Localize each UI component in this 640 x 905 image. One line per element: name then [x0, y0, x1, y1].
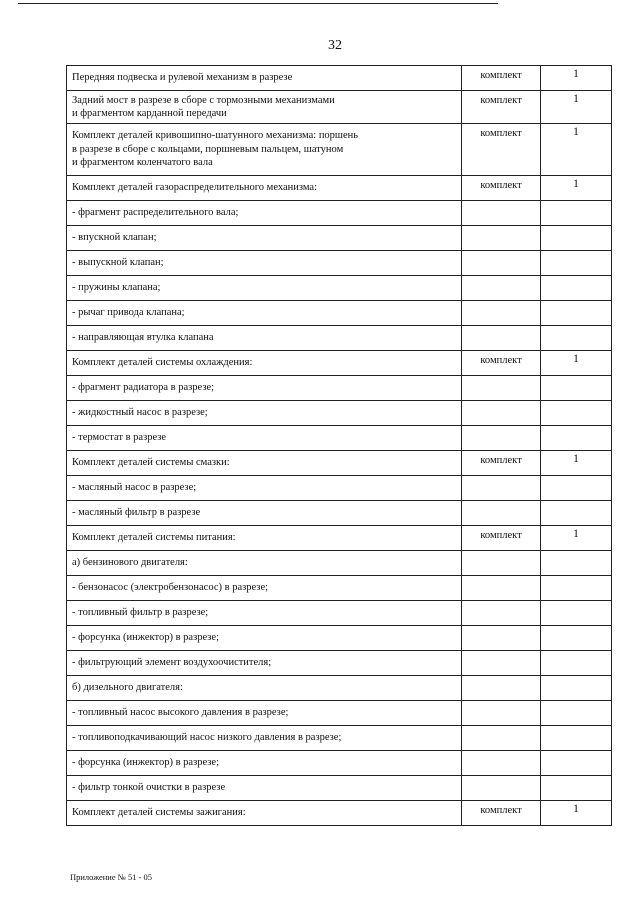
item-unit-cell	[462, 751, 541, 776]
item-quantity-cell: 1	[541, 351, 612, 376]
item-name-cell: - фрагмент радиатора в разрезе;	[67, 376, 462, 401]
item-name-cell: - бензонасос (электробензонасос) в разрезе;	[67, 576, 462, 601]
table-row	[67, 124, 612, 176]
item-quantity-cell	[541, 501, 612, 526]
item-name-cell: - термостат в разрезе	[67, 426, 462, 451]
item-name-cell: - выпускной клапан;	[67, 251, 462, 276]
item-unit-cell: комплект	[462, 124, 541, 176]
item-quantity-cell	[541, 676, 612, 701]
item-quantity-cell: 1	[541, 176, 612, 201]
item-unit-cell: комплект	[462, 351, 541, 376]
item-unit-cell	[462, 651, 541, 676]
item-name-cell: - фрагмент распределительного вала;	[67, 201, 462, 226]
footer-appendix-label: Приложение № 51 - 05	[70, 872, 153, 882]
item-quantity-cell	[541, 426, 612, 451]
top-rule	[18, 3, 498, 4]
item-unit-cell	[462, 251, 541, 276]
table-row	[67, 66, 612, 91]
item-unit-cell	[462, 301, 541, 326]
table-row	[67, 91, 612, 124]
item-unit-cell	[462, 476, 541, 501]
item-name-cell: - топливоподкачивающий насос низкого давления в разрезе;	[67, 726, 462, 751]
item-unit-cell: комплект	[462, 801, 541, 826]
item-name-cell: - топливный фильтр в разрезе;	[67, 601, 462, 626]
item-unit-cell: комплект	[462, 66, 541, 91]
item-quantity-cell	[541, 376, 612, 401]
item-unit-cell	[462, 401, 541, 426]
item-unit-cell	[462, 276, 541, 301]
item-unit-cell	[462, 701, 541, 726]
equipment-table	[66, 65, 612, 826]
item-quantity-cell	[541, 401, 612, 426]
item-quantity-cell: 1	[541, 801, 612, 826]
item-unit-cell	[462, 626, 541, 651]
item-name-cell: Комплект деталей системы смазки:	[67, 451, 462, 476]
table-row	[67, 576, 612, 601]
item-unit-cell: комплект	[462, 176, 541, 201]
item-name-cell: - топливный насос высокого давления в разрезе;	[67, 701, 462, 726]
item-quantity-cell	[541, 701, 612, 726]
item-name-cell: - впускной клапан;	[67, 226, 462, 251]
item-unit-cell: комплект	[462, 451, 541, 476]
item-quantity-cell: 1	[541, 124, 612, 176]
item-unit-cell: комплект	[462, 526, 541, 551]
table-row	[67, 351, 612, 376]
item-unit-cell	[462, 576, 541, 601]
table-row	[67, 251, 612, 276]
item-quantity-cell	[541, 726, 612, 751]
item-quantity-cell	[541, 301, 612, 326]
equipment-table-body	[67, 66, 612, 826]
item-quantity-cell: 1	[541, 451, 612, 476]
item-name-cell: Комплект деталей системы зажигания:	[67, 801, 462, 826]
table-row	[67, 501, 612, 526]
item-name-cell: а) бензинового двигателя:	[67, 551, 462, 576]
item-unit-cell	[462, 426, 541, 451]
table-row	[67, 751, 612, 776]
table-row	[67, 801, 612, 826]
table-row	[67, 401, 612, 426]
page-number: 32	[328, 38, 342, 53]
item-name-cell: - форсунка (инжектор) в разрезе;	[67, 626, 462, 651]
table-row	[67, 301, 612, 326]
table-row	[67, 326, 612, 351]
item-name-cell: Комплект деталей системы охлаждения:	[67, 351, 462, 376]
item-quantity-cell	[541, 276, 612, 301]
table-row	[67, 601, 612, 626]
table-row	[67, 376, 612, 401]
item-name-cell: - форсунка (инжектор) в разрезе;	[67, 751, 462, 776]
item-unit-cell	[462, 226, 541, 251]
item-name-cell: Передняя подвеска и рулевой механизм в разрезе	[67, 66, 462, 91]
item-quantity-cell	[541, 551, 612, 576]
item-quantity-cell: 1	[541, 91, 612, 124]
item-quantity-cell	[541, 201, 612, 226]
item-quantity-cell	[541, 326, 612, 351]
item-quantity-cell	[541, 776, 612, 801]
item-unit-cell	[462, 551, 541, 576]
table-row	[67, 476, 612, 501]
item-quantity-cell	[541, 476, 612, 501]
item-name-cell: - жидкостный насос в разрезе;	[67, 401, 462, 426]
table-row	[67, 676, 612, 701]
table-row	[67, 626, 612, 651]
item-unit-cell	[462, 776, 541, 801]
item-name-cell: Комплект деталей системы питания:	[67, 526, 462, 551]
item-name-cell: - масляный насос в разрезе;	[67, 476, 462, 501]
table-row	[67, 276, 612, 301]
item-quantity-cell: 1	[541, 526, 612, 551]
table-row	[67, 651, 612, 676]
item-unit-cell	[462, 726, 541, 751]
table-row	[67, 176, 612, 201]
item-unit-cell: комплект	[462, 91, 541, 124]
item-unit-cell	[462, 376, 541, 401]
item-unit-cell	[462, 326, 541, 351]
item-name-cell: - рычаг привода клапана;	[67, 301, 462, 326]
item-quantity-cell	[541, 601, 612, 626]
table-row	[67, 701, 612, 726]
item-quantity-cell	[541, 751, 612, 776]
item-quantity-cell	[541, 576, 612, 601]
item-name-cell: - пружины клапана;	[67, 276, 462, 301]
item-quantity-cell	[541, 251, 612, 276]
table-row	[67, 426, 612, 451]
table-row	[67, 551, 612, 576]
item-quantity-cell: 1	[541, 66, 612, 91]
item-unit-cell	[462, 201, 541, 226]
item-name-cell: - направляющая втулка клапана	[67, 326, 462, 351]
item-unit-cell	[462, 501, 541, 526]
table-row	[67, 451, 612, 476]
item-quantity-cell	[541, 226, 612, 251]
item-quantity-cell	[541, 651, 612, 676]
item-name-cell: - масляный фильтр в разрезе	[67, 501, 462, 526]
item-unit-cell	[462, 676, 541, 701]
item-name-cell: б) дизельного двигателя:	[67, 676, 462, 701]
item-name-cell: - фильтрующий элемент воздухоочистителя;	[67, 651, 462, 676]
item-name-cell: Комплект деталей кривошипно-шатунного механизма: поршень в разрезе в сборе с кольцами, поршневым пальцем, шатуном и фрагментом коленчатого вала	[67, 124, 462, 176]
item-name-cell: Задний мост в разрезе в сборе с тормозными механизмами и фрагментом карданной передачи	[67, 91, 462, 124]
table-row	[67, 226, 612, 251]
table-row	[67, 526, 612, 551]
table-row	[67, 726, 612, 751]
item-quantity-cell	[541, 626, 612, 651]
item-name-cell: - фильтр тонкой очистки в разрезе	[67, 776, 462, 801]
item-unit-cell	[462, 601, 541, 626]
table-row	[67, 201, 612, 226]
table-row	[67, 776, 612, 801]
item-name-cell: Комплект деталей газораспределительного механизма:	[67, 176, 462, 201]
